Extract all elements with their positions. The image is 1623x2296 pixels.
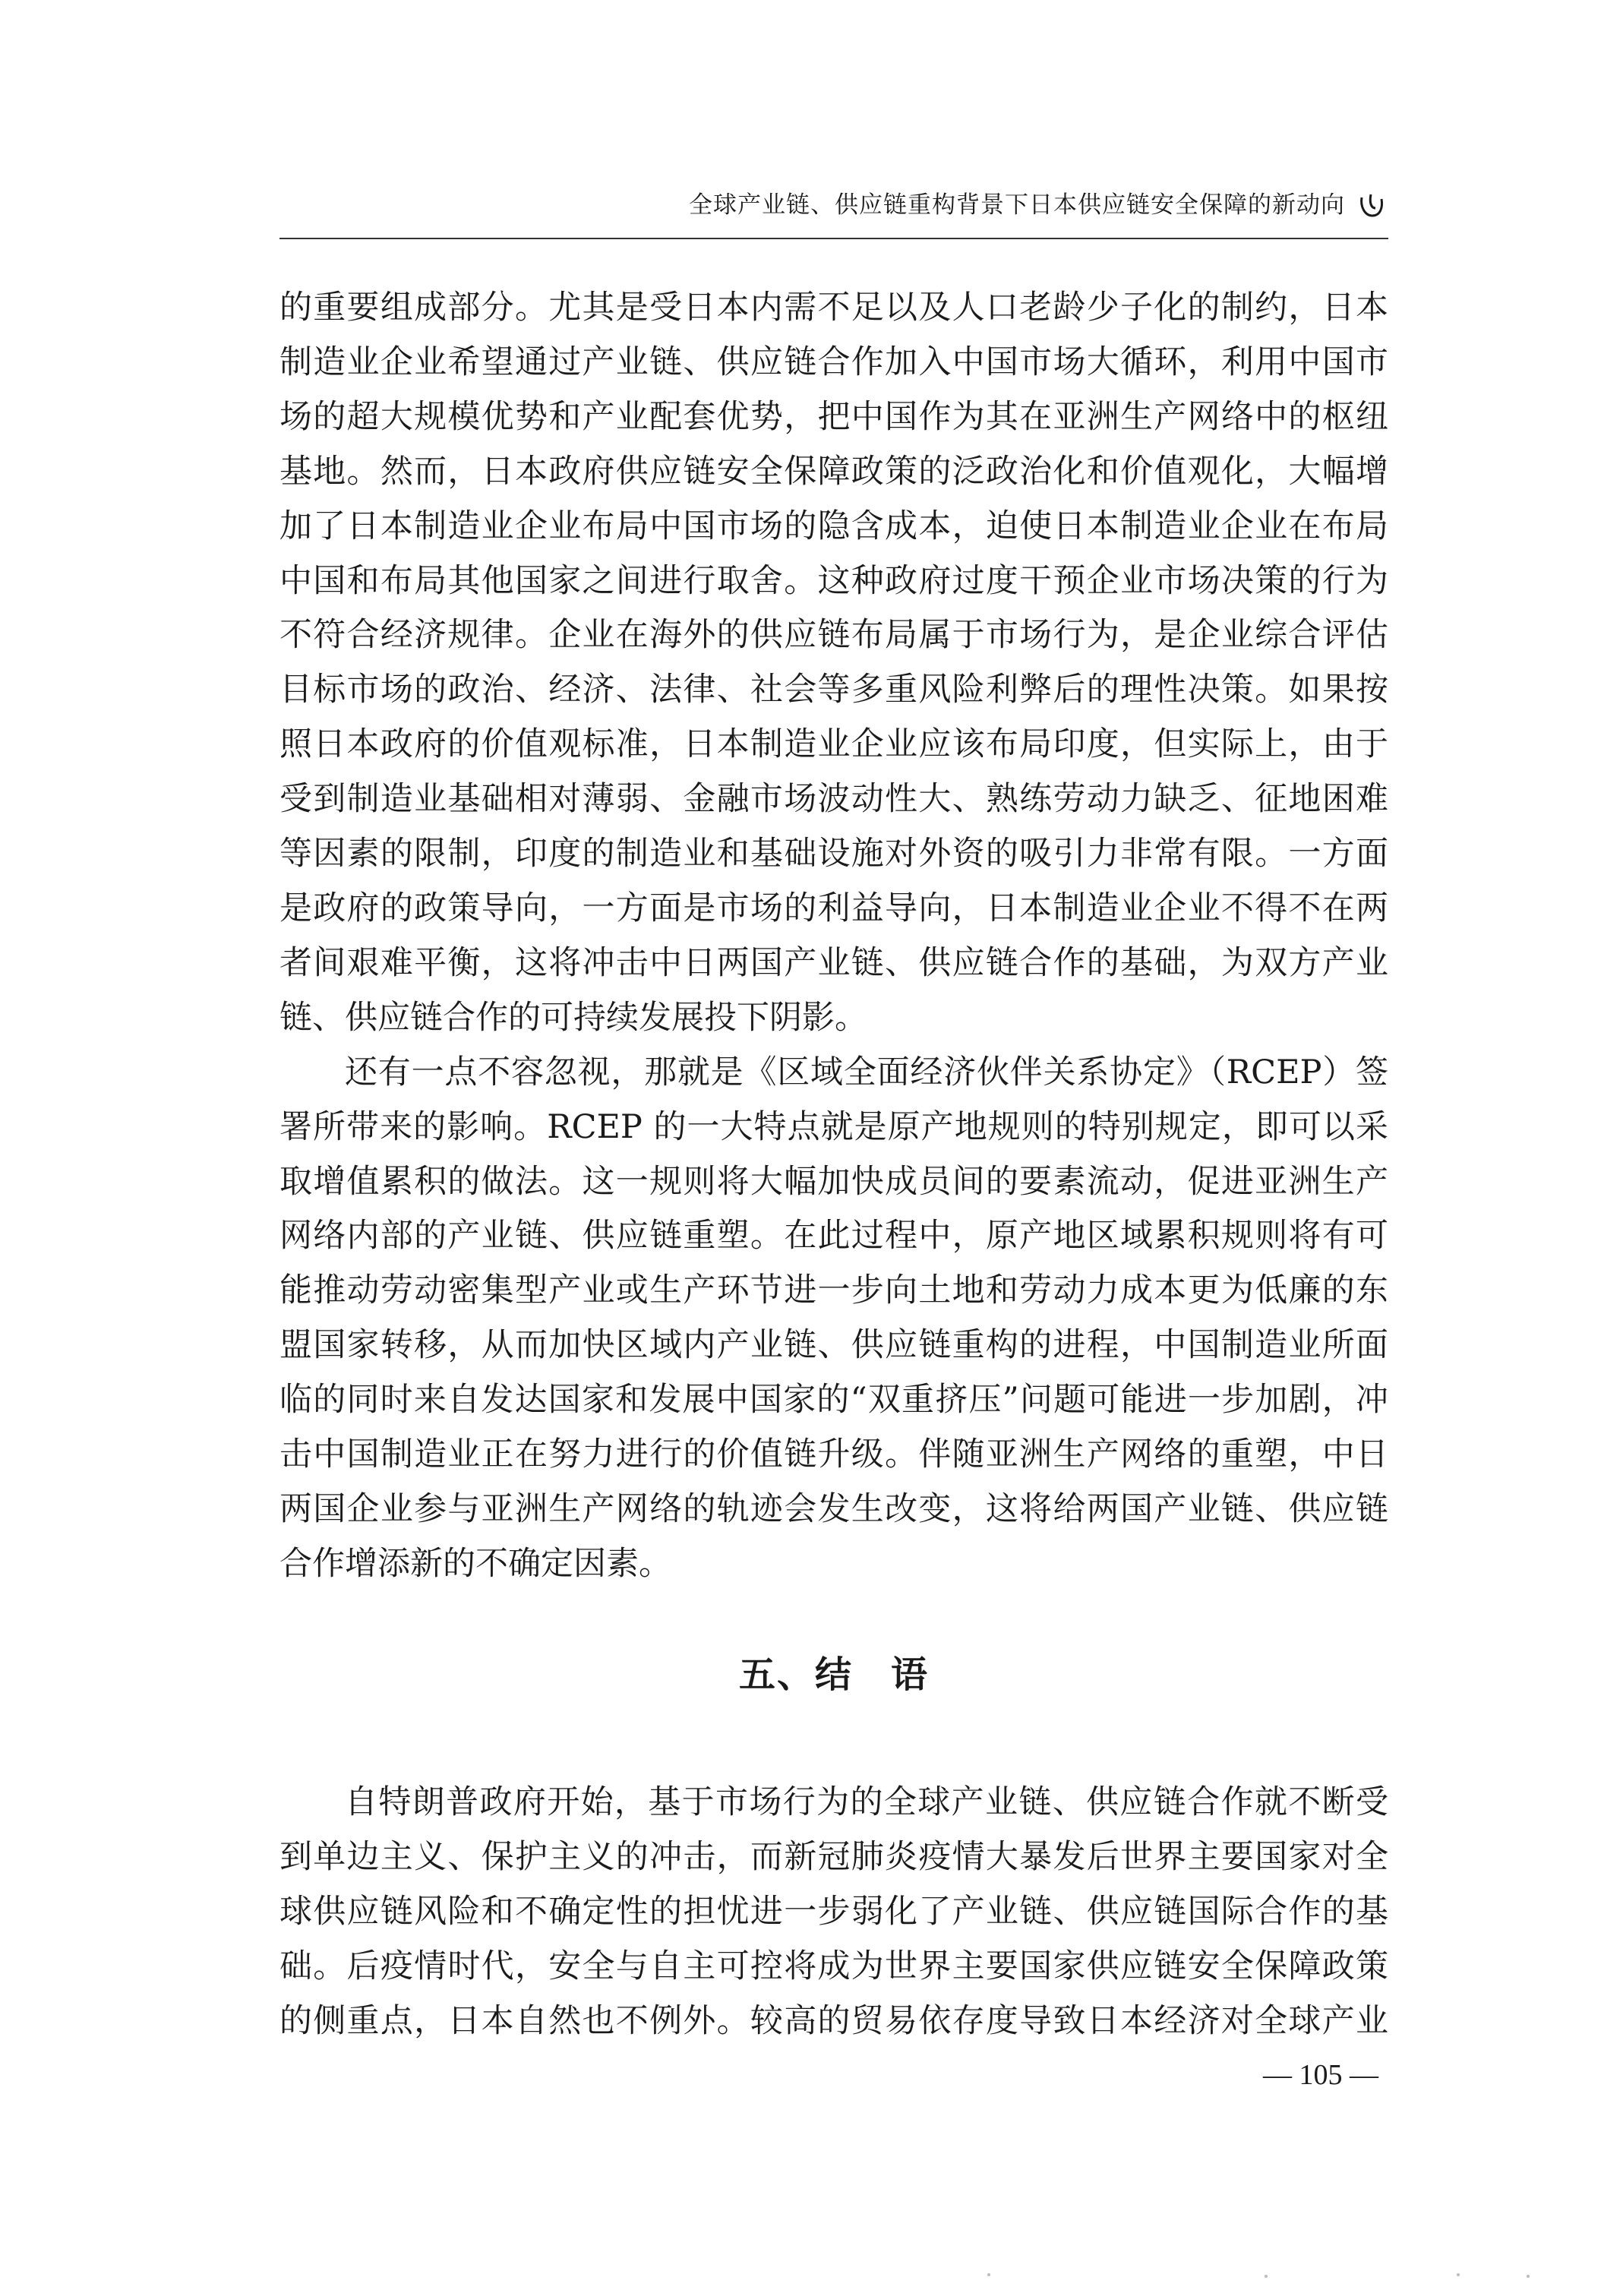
page-number: — 105 — (1263, 2059, 1378, 2091)
paragraph-continuation: 的重要组成部分。尤其是受日本内需不足以及人口老龄少子化的制约，日本制造业企业希望通过产业链、供应链合作加入中国市场大循环，利用中国市场的超大规模优势和产业配套优势，把中国作为其在亚洲生产网络中的枢纽基地。然而，日本政府供应链安全保障政策的泛政治化和价值观化，大幅增加了日本制造业企业布局中国市场的隐含成本，迫使日本制造业企业在布局中国和布局其他国家之间进行取舍。这种政府过度干预企业市场决策的行为不符合经济规律。企业在海外的供应链布局属于市场行为，是企业综合评估目标市场的政治、经济、法律、社会等多重风险利弊后的理性决策。如果按照日本政府的价值观标准，日本制造业企业应该布局印度，但实际上，由于受到制造业基础相对薄弱、金融市场波动性大、熟练劳动力缺乏、征地困难等因素的限制，印度的制造业和基础设施对外资的吸引力非常有限。一方面是政府的政策导向，一方面是市场的利益导向，日本制造业企业不得不在两者间艰难平衡，这将冲击中日两国产业链、供应链合作的基础，为双方产业链、供应链合作的可持续发展投下阴影。 (279, 289, 1388, 1037)
paragraph-conclusion: 自特朗普政府开始，基于市场行为的全球产业链、供应链合作就不断受到单边主义、保护主义的冲击，而新冠肺炎疫情大暴发后世界主要国家对全球供应链风险和不确定性的担忧进一步弱化了产业链、供应链国际合作的基础。后疫情时代，安全与自主可控将成为世界主要国家供应链安全保障政策的侧重点，日本自然也不例外。较高的贸易依存度导致日本经济对全球产业 (279, 1783, 1388, 2040)
paragraph-rcep: 还有一点不容忽视，那就是《区域全面经济伙伴关系协定》（RCEP）签署所带来的影响。RCEP 的一大特点就是原产地规则的特别规定，即可以采取增值累积的做法。这一规则将大幅加快成员间的要素流动，促进亚洲生产网络内部的产业链、供应链重塑。在此过程中，原产地区域累积规则将有可能推动劳动密集型产业或生产环节进一步向土地和劳动力成本更为低廉的东盟国家转移，从而加快区域内产业链、供应链重构的进程，中国制造业所面临的同时来自发达国家和发展中国家的“双重挤压”问题可能进一步加剧，冲击中国制造业正在努力进行的价值链升级。伴随亚洲生产网络的重塑，中日两国企业参与亚洲生产网络的轨迹会发生改变，这将给两国产业链、供应链合作增添新的不确定因素。 (279, 1053, 1388, 1583)
header-rule (279, 238, 1388, 239)
running-head-text: 全球产业链、供应链重构背景下日本供应链安全保障的新动向 (689, 191, 1345, 219)
running-head (689, 190, 1386, 220)
section-heading: 五、结 语 (738, 1653, 929, 1696)
body-text (279, 281, 1388, 1592)
conclusion-text (279, 1776, 1388, 2049)
journal-logo-icon (1356, 190, 1386, 220)
